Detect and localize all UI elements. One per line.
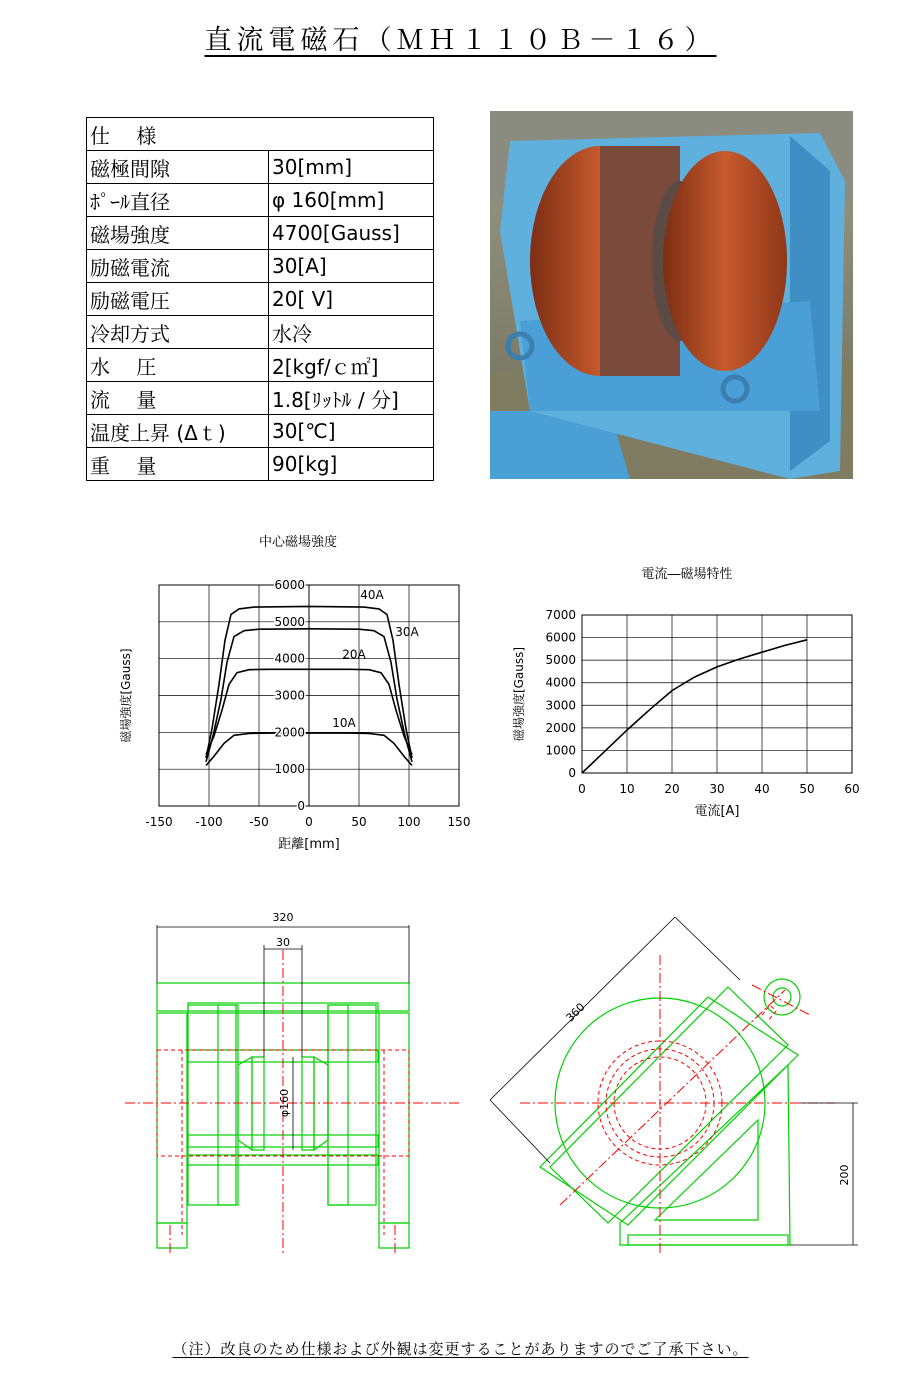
series-label: 20A: [342, 647, 366, 662]
footnote: （注）改良のため仕様および外観は変更することがありますのでご了承下さい。: [172, 1340, 749, 1358]
x-tick-label: 10: [619, 782, 635, 796]
spec-row: [87, 415, 434, 448]
spec-row: [87, 283, 434, 316]
spec-value: 90[kg]: [269, 448, 434, 481]
center-field-chart: [110, 528, 490, 868]
x-tick-label: 20: [664, 782, 680, 796]
y-tick-label: 3000: [545, 698, 576, 713]
y-tick-label: 2000: [274, 725, 305, 740]
x-tick-label: 50: [351, 815, 367, 829]
y-tick-label: 5000: [545, 653, 576, 668]
spec-label: 励磁電流: [87, 250, 269, 283]
x-tick-label: -150: [145, 815, 173, 829]
series-label: 10A: [332, 715, 356, 730]
y-tick-label: 5000: [274, 614, 305, 629]
y-axis-label: 磁場強度[Gauss]: [119, 648, 133, 743]
spec-header: 仕 様: [87, 118, 434, 151]
x-tick-label: 0: [305, 815, 313, 829]
spec-row: [87, 151, 434, 184]
diagonal-dimension: 360: [563, 1000, 588, 1025]
x-tick-label: 40: [754, 782, 770, 796]
x-tick-label: 0: [578, 782, 586, 796]
y-tick-label: 1000: [274, 762, 305, 777]
spec-row: [87, 349, 434, 382]
series-line: [582, 640, 807, 773]
spec-row: [87, 382, 434, 415]
spec-value: 2[kgf/ｃ㎡]: [269, 349, 434, 382]
side-view-drawing: [480, 905, 880, 1265]
spec-label: 冷却方式: [87, 316, 269, 349]
x-tick-label: 30: [709, 782, 725, 796]
spec-value: 30[mm]: [269, 151, 434, 184]
spec-label: 励磁電圧: [87, 283, 269, 316]
spec-value: 30[℃]: [269, 415, 434, 448]
y-tick-label: 6000: [274, 578, 305, 592]
magnet-photo: [490, 111, 853, 479]
y-tick-label: 6000: [545, 630, 576, 645]
front-view-drawing: [120, 905, 465, 1260]
diameter-dimension: φ160: [278, 1088, 291, 1118]
spec-value: 水冷: [269, 316, 434, 349]
spec-row: [87, 184, 434, 217]
x-tick-label: -50: [249, 815, 269, 829]
spec-label: 流 量: [87, 382, 269, 415]
current-field-chart: [505, 560, 885, 840]
spec-value: 30[A]: [269, 250, 434, 283]
y-axis-label: 磁場強度[Gauss]: [512, 646, 526, 742]
x-tick-label: 150: [447, 815, 471, 829]
spec-row: [87, 316, 434, 349]
chart-title: 電流―磁場特性: [641, 567, 733, 582]
page-title: 直流電磁石（ＭＨ１１０Ｂ－１６）: [204, 25, 717, 56]
spec-label: 磁極間隙: [87, 151, 269, 184]
y-tick-label: 0: [297, 799, 305, 813]
width-dimension: 320: [272, 911, 294, 924]
y-tick-label: 4000: [545, 675, 576, 690]
spec-value: φ 160[mm]: [269, 184, 434, 217]
series-label: 30A: [395, 624, 419, 639]
y-tick-label: 2000: [545, 720, 576, 735]
chart-title: 中心磁場強度: [258, 535, 338, 550]
series-label: 40A: [360, 587, 384, 602]
y-tick-label: 1000: [545, 743, 576, 758]
spec-row: [87, 448, 434, 481]
spec-label: 磁場強度: [87, 217, 269, 250]
spec-value: 4700[Gauss]: [269, 217, 434, 250]
spec-row: [87, 217, 434, 250]
x-tick-label: -100: [195, 815, 223, 829]
spec-label: 温度上昇 (Δｔ): [87, 415, 269, 448]
spec-value: 20[ V]: [269, 283, 434, 316]
spec-label: 水 圧: [87, 349, 269, 382]
spec-label: 重 量: [87, 448, 269, 481]
x-tick-label: 100: [397, 815, 421, 829]
x-axis-label: 電流[A]: [694, 804, 740, 819]
x-tick-label: 60: [844, 782, 860, 796]
y-tick-label: 4000: [274, 651, 305, 666]
gap-dimension: 30: [276, 936, 290, 949]
spec-value: 1.8[ﾘｯﾄﾙ / 分]: [269, 382, 434, 415]
spec-label: ﾎﾟｰﾙ直径: [87, 184, 269, 217]
y-tick-label: 0: [568, 766, 576, 780]
spec-table: [86, 117, 434, 481]
height-dimension: 200: [838, 1164, 851, 1186]
x-tick-label: 50: [799, 782, 815, 796]
spec-header-row: [87, 118, 434, 151]
y-tick-label: 7000: [545, 608, 576, 622]
x-axis-label: 距離[mm]: [278, 837, 340, 852]
y-tick-label: 3000: [274, 688, 305, 703]
spec-row: [87, 250, 434, 283]
